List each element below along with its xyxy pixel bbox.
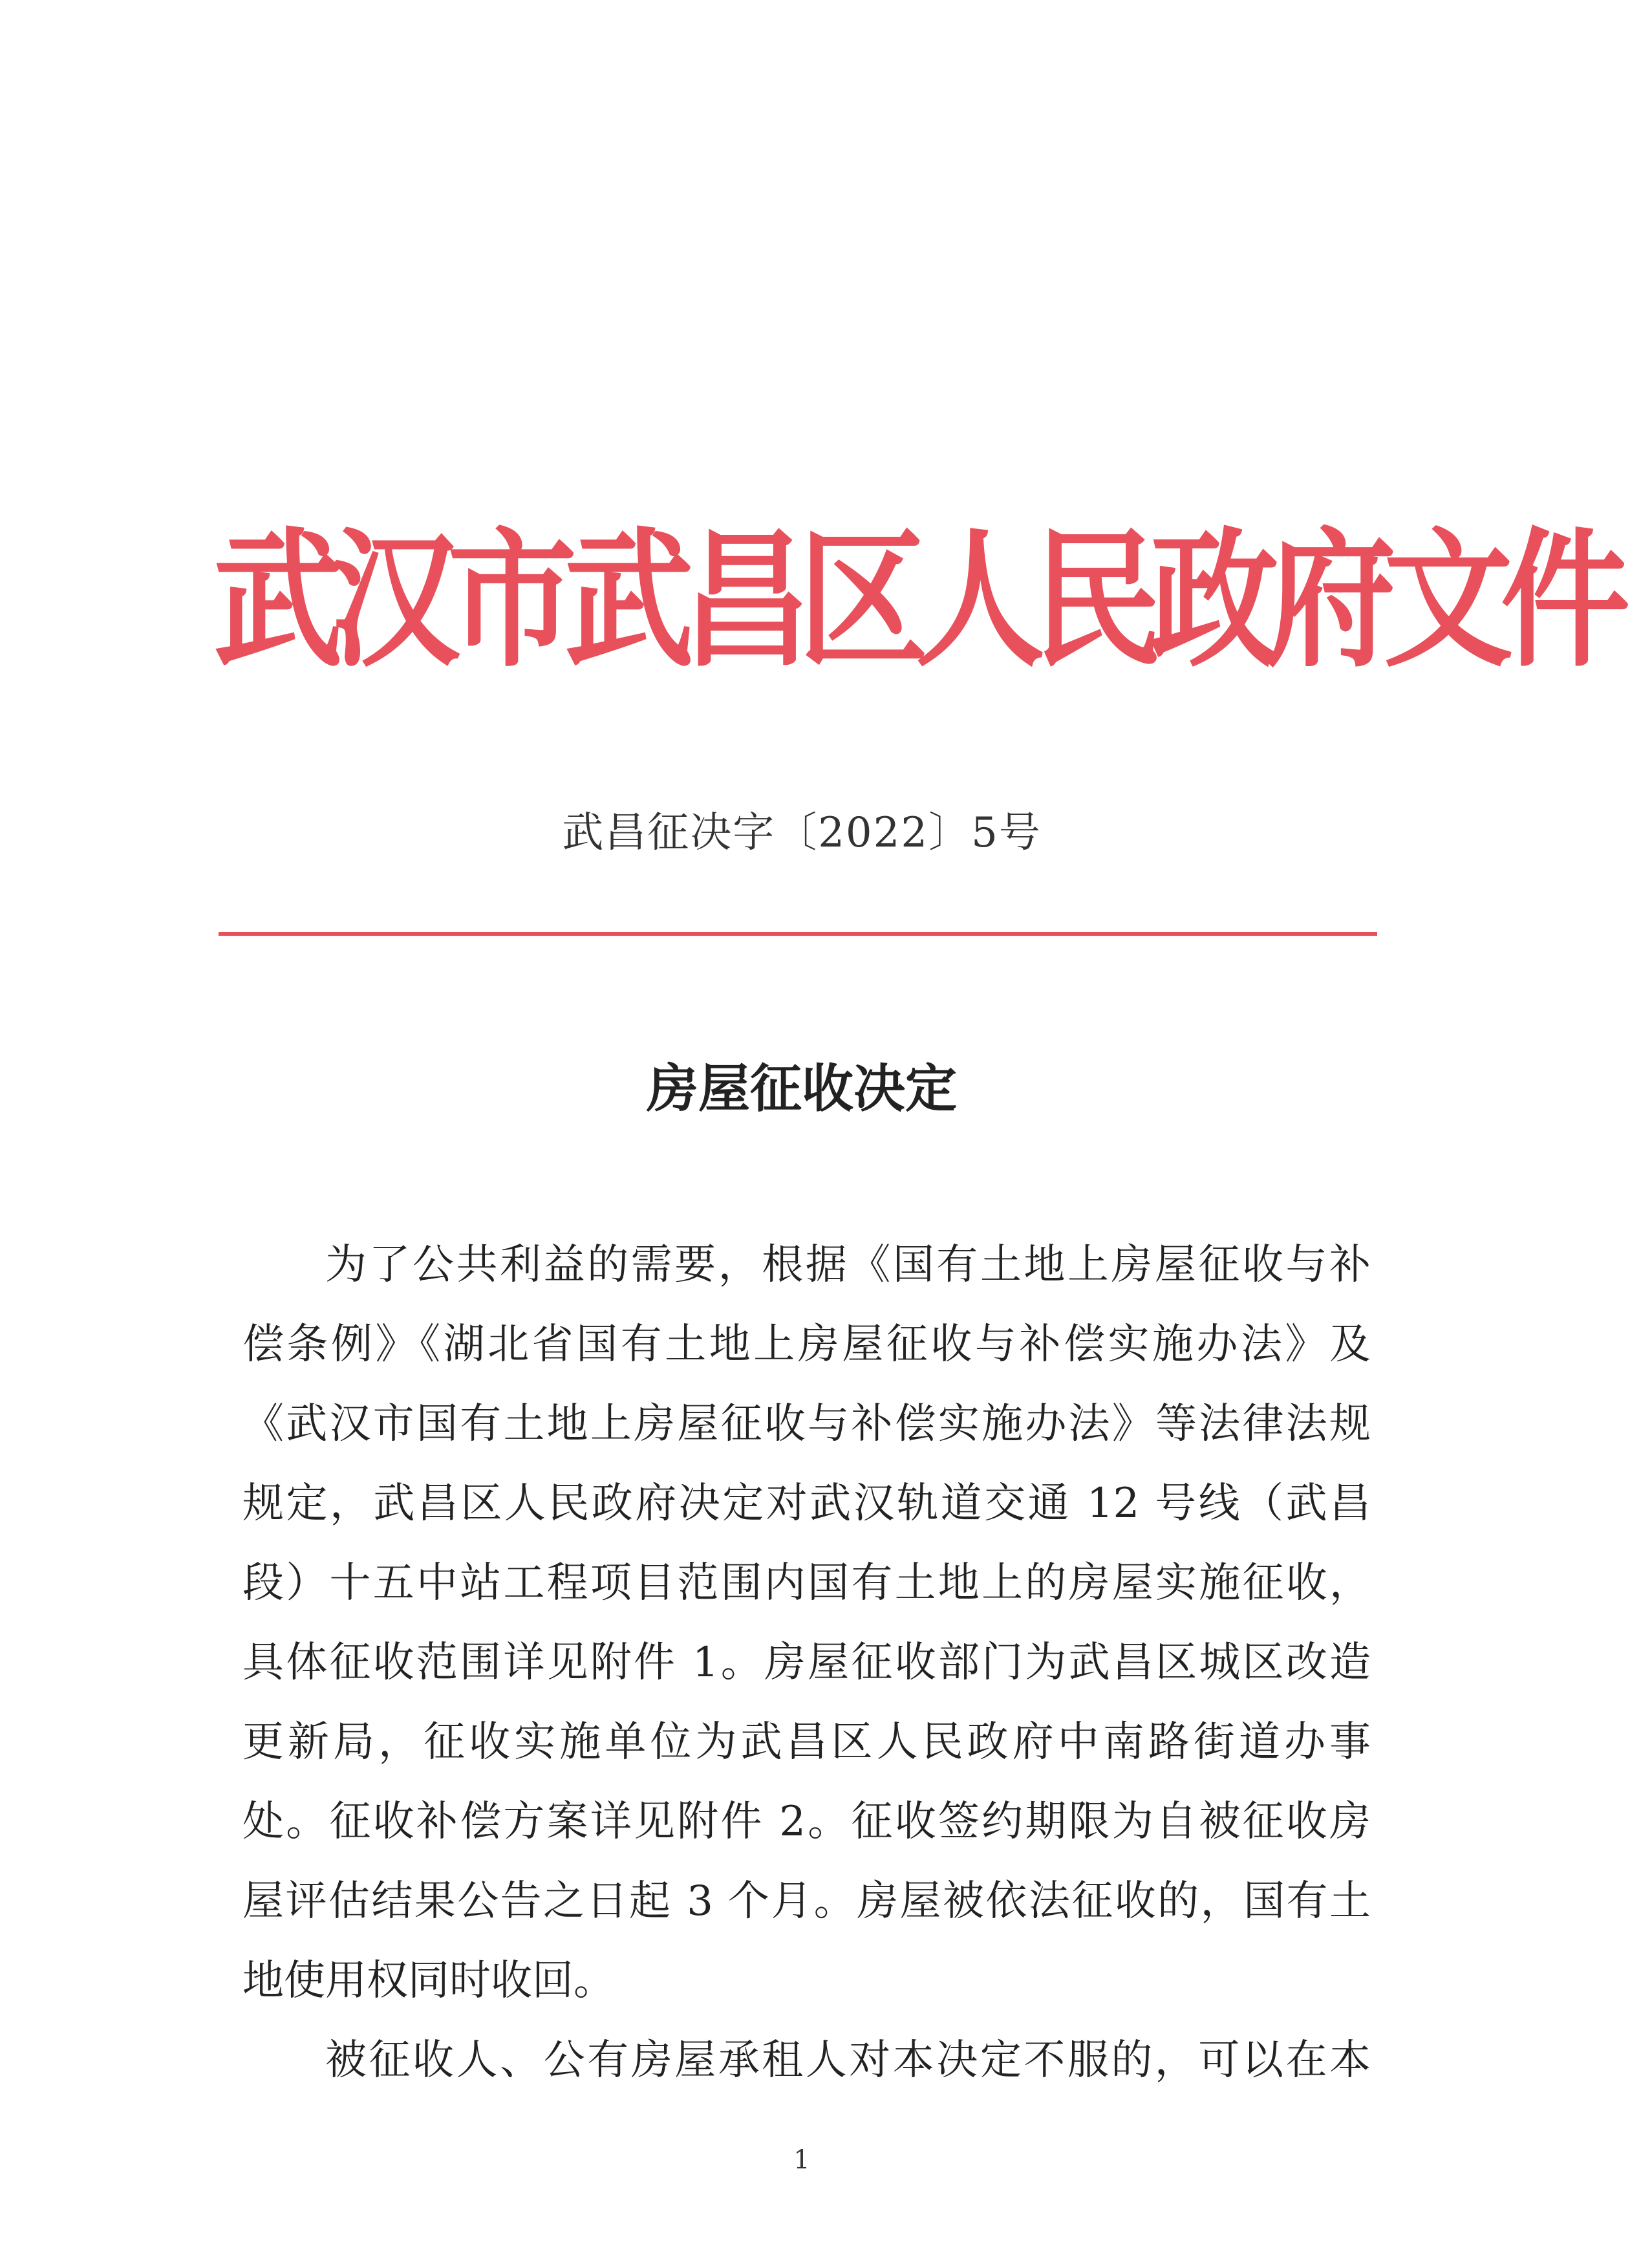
masthead-char: 民	[1033, 514, 1163, 688]
masthead-char: 市	[447, 514, 577, 688]
paragraph-2	[242, 2021, 1371, 2101]
document-number: 武昌征决字〔2022〕5号	[562, 809, 1042, 857]
masthead-char: 昌	[681, 514, 811, 688]
paragraph-line: 为了公共利益的需要，根据《国有土地上房屋征收与补	[325, 1241, 1371, 1289]
paragraph-line: 更新局，征收实施单位为武昌区人民政府中南路街道办事	[242, 1718, 1371, 1766]
masthead-char: 政	[1150, 514, 1280, 688]
masthead-char: 人	[916, 514, 1046, 688]
paragraph-line: 《武汉市国有土地上房屋征收与补偿实施办法》等法律法规	[242, 1400, 1371, 1448]
masthead-title	[213, 514, 1630, 688]
masthead-char: 文	[1384, 514, 1514, 688]
document-title: 房屋征收决定	[647, 1058, 957, 1119]
paragraph-line: 处。征收补偿方案详见附件 2。征收签约期限为自被征收房	[242, 1798, 1371, 1846]
red-divider-line	[219, 932, 1377, 936]
masthead-char: 武	[213, 514, 343, 688]
document-body	[242, 1226, 1371, 2101]
masthead-char: 区	[799, 514, 928, 688]
masthead-char: 府	[1267, 514, 1397, 688]
masthead-char: 武	[564, 514, 694, 688]
paragraph-line: 具体征收范围详见附件 1。房屋征收部门为武昌区城区改造	[242, 1639, 1371, 1687]
paragraph-line: 屋评估结果公告之日起 3 个月。房屋被依法征收的，国有土	[242, 1877, 1371, 1925]
paragraph-1	[242, 1226, 1371, 2021]
masthead-char: 汉	[330, 514, 460, 688]
page-number: 1	[793, 2145, 810, 2175]
paragraph-line: 被征收人、公有房屋承租人对本决定不服的，可以在本	[325, 2036, 1371, 2084]
paragraph-line: 偿条例》《湖北省国有土地上房屋征收与补偿实施办法》及	[242, 1321, 1371, 1368]
paragraph-line: 段）十五中站工程项目范围内国有土地上的房屋实施征收，	[242, 1559, 1371, 1607]
paragraph-line: 地使用权同时收回。	[242, 1957, 615, 2005]
masthead-char: 件	[1501, 514, 1630, 688]
paragraph-line: 规定，武昌区人民政府决定对武汉轨道交通 12 号线（武昌	[242, 1480, 1371, 1528]
